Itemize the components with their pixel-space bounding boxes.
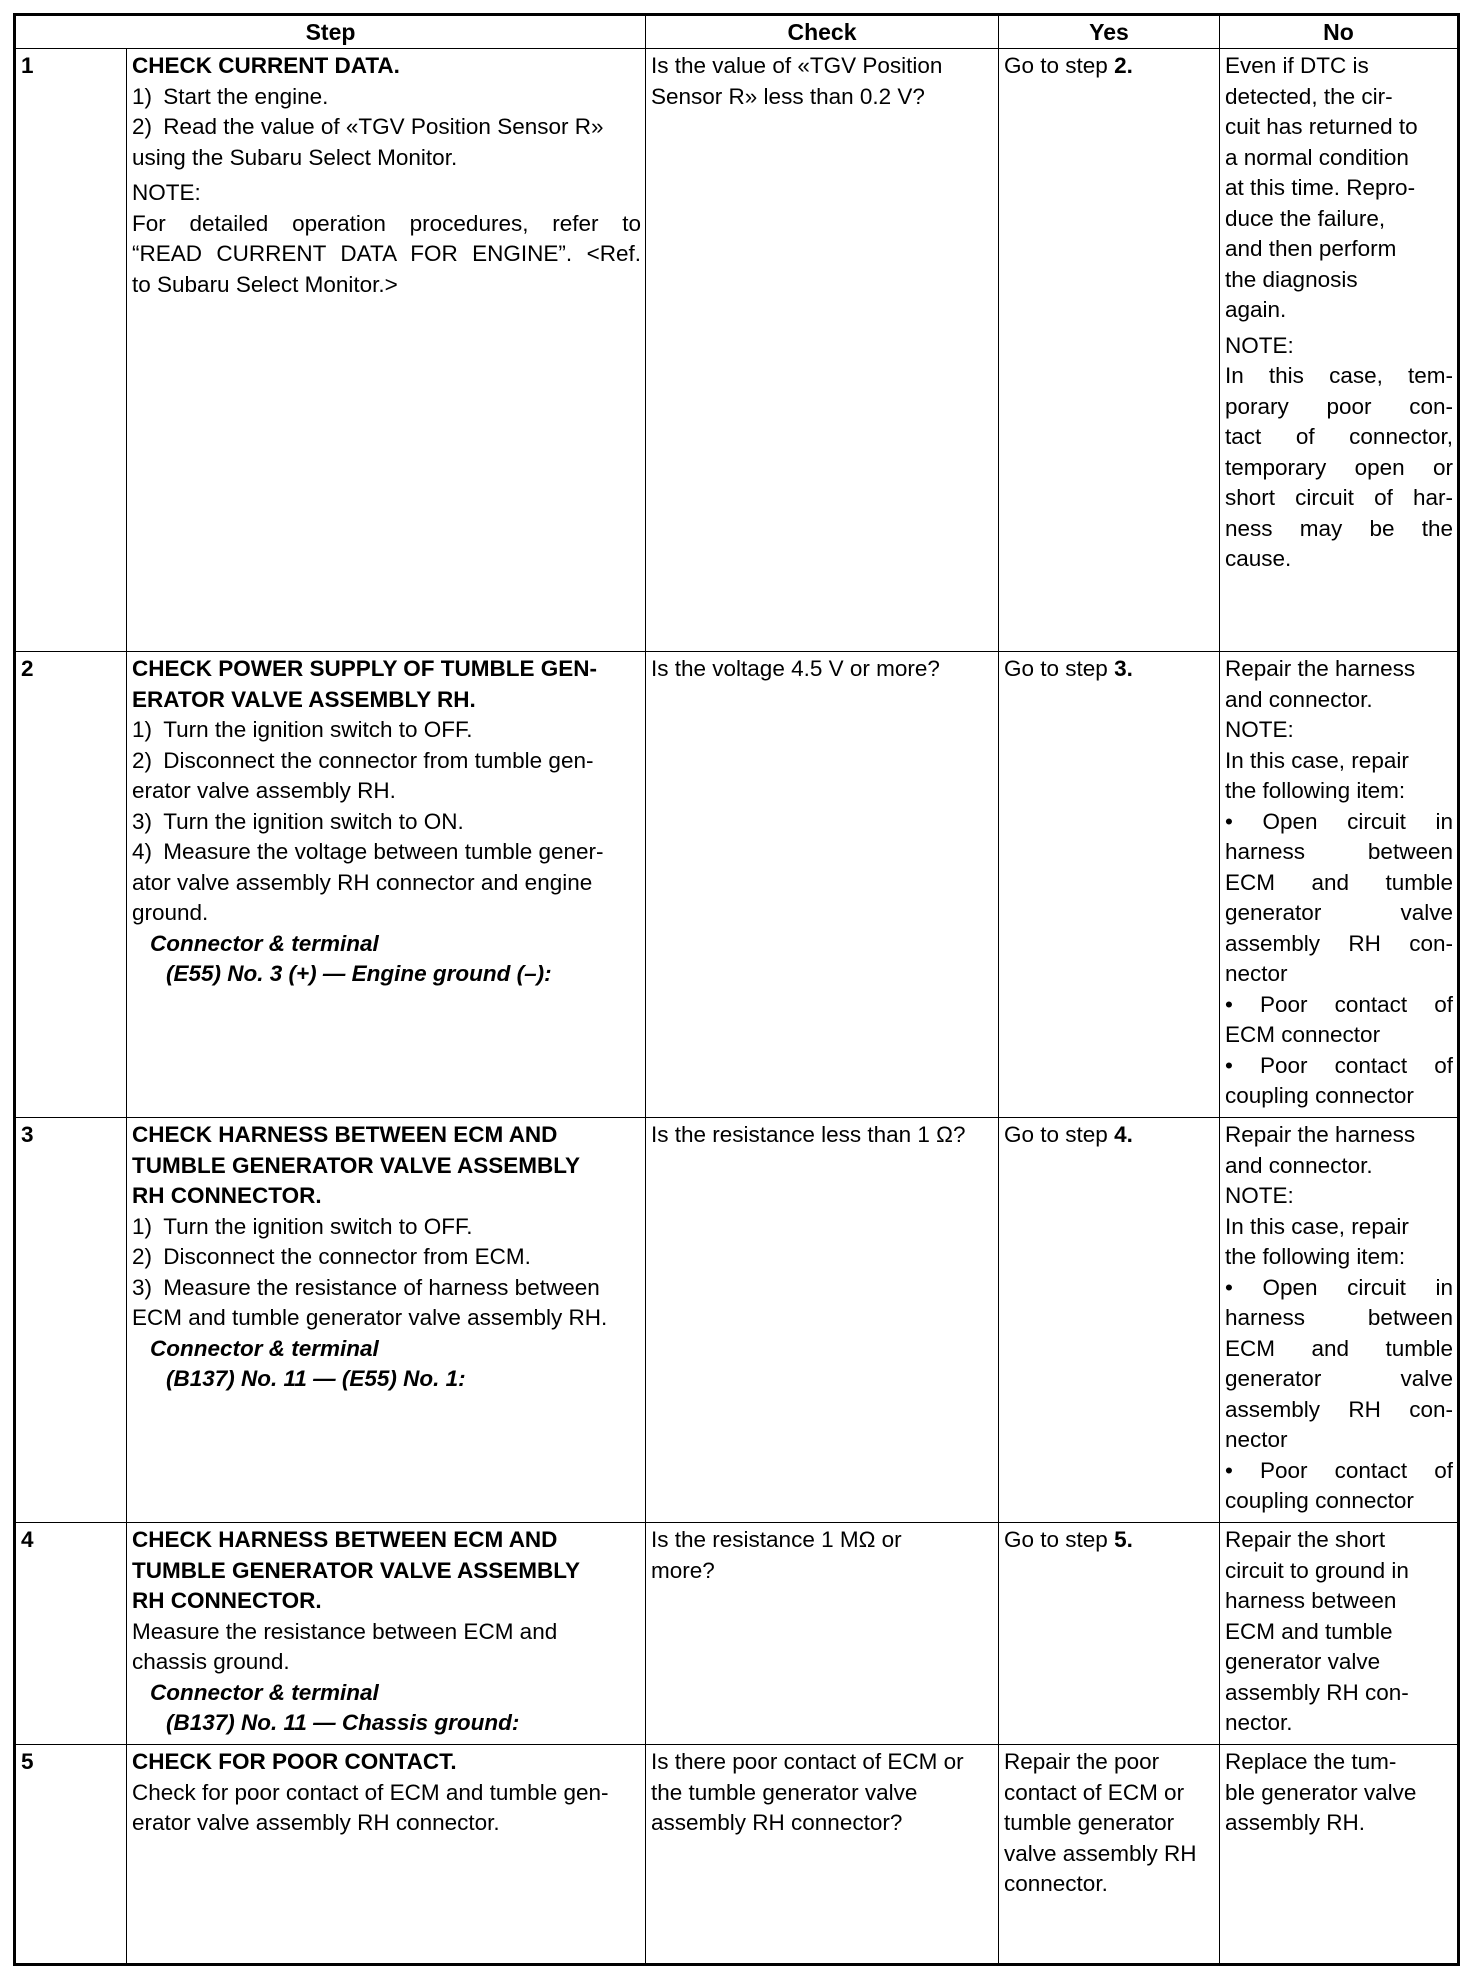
yes-cell bbox=[999, 49, 1220, 652]
goto-step: 5. bbox=[1114, 1527, 1133, 1552]
connector-label: Connector & terminal bbox=[150, 1335, 379, 1361]
no-line: again. bbox=[1225, 297, 1287, 322]
yes-line: valve assembly RH bbox=[1004, 1840, 1197, 1866]
step-title: CHECK CURRENT DATA. bbox=[132, 53, 400, 78]
note-line: generator valve bbox=[1225, 1366, 1453, 1391]
no-line: and connector. bbox=[1225, 686, 1373, 712]
no-line: ble generator valve bbox=[1225, 1779, 1417, 1805]
note-line: porary poor con- bbox=[1225, 393, 1453, 419]
table-row bbox=[15, 49, 1459, 652]
no-cell bbox=[1220, 1745, 1459, 1965]
step-number: 3 bbox=[15, 1118, 127, 1523]
note-line: • Poor contact of bbox=[1225, 991, 1453, 1017]
no-line: and then perform bbox=[1225, 236, 1397, 261]
table-row bbox=[15, 1745, 1459, 1965]
note-line: assembly RH con- bbox=[1225, 1396, 1453, 1422]
check-line: the tumble generator valve bbox=[651, 1779, 918, 1805]
check-cell bbox=[646, 652, 999, 1118]
check-line: Is the resistance 1 MΩ or bbox=[651, 1527, 902, 1552]
step-title: RH CONNECTOR. bbox=[132, 1588, 322, 1613]
note-line: For detailed operation procedures, refer to bbox=[132, 210, 641, 236]
yes-line: contact of ECM or bbox=[1004, 1779, 1185, 1805]
no-line: ECM and tumble bbox=[1225, 1618, 1393, 1644]
step-cell bbox=[127, 1523, 646, 1745]
step-line: 3) Measure the resistance of harness between bbox=[132, 1274, 600, 1300]
check-line: more? bbox=[651, 1557, 715, 1583]
goto-prefix: Go to step bbox=[1004, 1122, 1115, 1147]
step-line: 1) Turn the ignition switch to OFF. bbox=[132, 1213, 473, 1239]
note-line: assembly RH con- bbox=[1225, 930, 1453, 956]
check-line: Sensor R» less than 0.2 V? bbox=[651, 83, 925, 109]
goto-step: 4. bbox=[1114, 1122, 1133, 1147]
step-number: 1 bbox=[15, 49, 127, 652]
step-line: ECM and tumble generator valve assembly RH. bbox=[132, 1305, 608, 1330]
goto-step: 2. bbox=[1114, 53, 1133, 78]
no-line: duce the failure, bbox=[1225, 205, 1386, 231]
table-row bbox=[15, 1118, 1459, 1523]
no-line: assembly RH con- bbox=[1225, 1679, 1409, 1705]
step-title: CHECK HARNESS BETWEEN ECM AND bbox=[132, 1122, 558, 1147]
step-number: 4 bbox=[15, 1523, 127, 1745]
step-line: Check for poor contact of ECM and tumble gen- bbox=[132, 1779, 609, 1805]
step-line: ground. bbox=[132, 900, 209, 925]
goto-prefix: Go to step bbox=[1004, 1527, 1115, 1552]
step-line: chassis ground. bbox=[132, 1649, 290, 1674]
note-line: ECM and tumble bbox=[1225, 869, 1453, 895]
check-cell bbox=[646, 1745, 999, 1965]
step-line: 2) Disconnect the connector from tumble gen- bbox=[132, 747, 594, 773]
no-line: circuit to ground in bbox=[1225, 1557, 1409, 1583]
no-line: detected, the cir- bbox=[1225, 83, 1393, 109]
yes-cell bbox=[999, 1523, 1220, 1745]
check-cell bbox=[646, 49, 999, 652]
connector-spec: (B137) No. 11 — (E55) No. 1: bbox=[166, 1366, 466, 1391]
yes-cell bbox=[999, 1745, 1220, 1965]
step-title: TUMBLE GENERATOR VALVE ASSEMBLY bbox=[132, 1152, 580, 1178]
note-line: In this case, repair bbox=[1225, 1213, 1409, 1239]
no-line: Replace the tum- bbox=[1225, 1749, 1397, 1774]
note-line: • Poor contact of bbox=[1225, 1457, 1453, 1483]
check-cell bbox=[646, 1118, 999, 1523]
check-line: Is the voltage 4.5 V or more? bbox=[651, 656, 940, 681]
step-number: 2 bbox=[15, 652, 127, 1118]
note-label: NOTE: bbox=[1225, 717, 1294, 742]
connector-label: Connector & terminal bbox=[150, 1679, 379, 1705]
check-line: Is the value of «TGV Position bbox=[651, 53, 943, 78]
step-line: using the Subaru Select Monitor. bbox=[132, 144, 458, 170]
step-line: 1) Start the engine. bbox=[132, 83, 329, 109]
header-no: No bbox=[1220, 15, 1459, 49]
no-line: at this time. Repro- bbox=[1225, 175, 1416, 200]
no-line: the diagnosis bbox=[1225, 266, 1358, 292]
no-line: cuit has returned to bbox=[1225, 114, 1418, 139]
note-line: to Subaru Select Monitor.> bbox=[132, 271, 398, 297]
note-line: the following item: bbox=[1225, 1244, 1406, 1269]
step-line: 1) Turn the ignition switch to OFF. bbox=[132, 717, 473, 742]
yes-line: tumble generator bbox=[1004, 1810, 1175, 1835]
step-title: ERATOR VALVE ASSEMBLY RH. bbox=[132, 686, 476, 712]
step-cell bbox=[127, 652, 646, 1118]
header-step: Step bbox=[15, 15, 646, 49]
note-line: harness between bbox=[1225, 1305, 1453, 1330]
step-line: 4) Measure the voltage between tumble gener- bbox=[132, 839, 604, 864]
no-cell bbox=[1220, 49, 1459, 652]
note-line: • Open circuit in bbox=[1225, 808, 1453, 834]
step-title: RH CONNECTOR. bbox=[132, 1183, 322, 1208]
yes-line: connector. bbox=[1004, 1871, 1108, 1896]
yes-cell bbox=[999, 652, 1220, 1118]
check-cell bbox=[646, 1523, 999, 1745]
connector-spec: (B137) No. 11 — Chassis ground: bbox=[166, 1710, 520, 1735]
note-line: nector bbox=[1225, 961, 1288, 986]
note-label: NOTE: bbox=[132, 180, 201, 205]
step-line: 2) Read the value of «TGV Position Sensor R» bbox=[132, 114, 604, 139]
header-yes: Yes bbox=[999, 15, 1220, 49]
step-cell bbox=[127, 49, 646, 652]
no-line: and connector. bbox=[1225, 1152, 1373, 1178]
no-line: harness between bbox=[1225, 1588, 1397, 1613]
note-line: short circuit of har- bbox=[1225, 485, 1453, 510]
check-line: Is there poor contact of ECM or bbox=[651, 1749, 964, 1774]
note-line: tact of connector, bbox=[1225, 424, 1453, 449]
goto-step: 3. bbox=[1114, 656, 1133, 681]
note-line: ECM connector bbox=[1225, 1022, 1381, 1047]
step-title: CHECK FOR POOR CONTACT. bbox=[132, 1749, 457, 1774]
connector-label: Connector & terminal bbox=[150, 930, 379, 956]
step-cell bbox=[127, 1118, 646, 1523]
no-line: Even if DTC is bbox=[1225, 53, 1369, 78]
step-number: 5 bbox=[15, 1745, 127, 1965]
note-label: NOTE: bbox=[1225, 1183, 1294, 1208]
no-line: generator valve bbox=[1225, 1649, 1381, 1674]
connector-spec: (E55) No. 3 (+) — Engine ground (–): bbox=[166, 961, 552, 986]
note-label: NOTE: bbox=[1225, 332, 1294, 358]
no-line: Repair the harness bbox=[1225, 656, 1416, 681]
no-line: a normal condition bbox=[1225, 144, 1409, 170]
note-line: harness between bbox=[1225, 839, 1453, 864]
note-line: In this case, repair bbox=[1225, 747, 1409, 773]
table-row bbox=[15, 1523, 1459, 1745]
note-line: coupling connector bbox=[1225, 1488, 1414, 1513]
step-line: 2) Disconnect the connector from ECM. bbox=[132, 1244, 531, 1269]
note-line: ness may be the bbox=[1225, 515, 1453, 541]
no-line: nector. bbox=[1225, 1710, 1293, 1735]
note-line: nector bbox=[1225, 1427, 1288, 1452]
step-line: 3) Turn the ignition switch to ON. bbox=[132, 808, 464, 834]
note-line: ECM and tumble bbox=[1225, 1335, 1453, 1361]
note-line: • Poor contact of bbox=[1225, 1052, 1453, 1078]
step-cell bbox=[127, 1745, 646, 1965]
step-line: erator valve assembly RH. bbox=[132, 778, 396, 803]
note-line: coupling connector bbox=[1225, 1083, 1414, 1108]
note-line: the following item: bbox=[1225, 778, 1406, 803]
no-cell bbox=[1220, 1118, 1459, 1523]
note-line: temporary open or bbox=[1225, 454, 1453, 480]
no-line: Repair the short bbox=[1225, 1527, 1386, 1552]
table-row bbox=[15, 652, 1459, 1118]
goto-prefix: Go to step bbox=[1004, 656, 1115, 681]
header-check: Check bbox=[646, 15, 999, 49]
check-line: assembly RH connector? bbox=[651, 1810, 903, 1835]
note-line: “READ CURRENT DATA FOR ENGINE”. <Ref. bbox=[132, 241, 641, 266]
step-line: Measure the resistance between ECM and bbox=[132, 1618, 558, 1644]
note-line: • Open circuit in bbox=[1225, 1274, 1453, 1300]
step-title: TUMBLE GENERATOR VALVE ASSEMBLY bbox=[132, 1557, 580, 1583]
no-line: assembly RH. bbox=[1225, 1810, 1366, 1835]
step-title: CHECK POWER SUPPLY OF TUMBLE GEN- bbox=[132, 656, 598, 681]
step-title: CHECK HARNESS BETWEEN ECM AND bbox=[132, 1527, 558, 1552]
yes-cell bbox=[999, 1118, 1220, 1523]
check-line: Is the resistance less than 1 Ω? bbox=[651, 1122, 966, 1147]
note-line: generator valve bbox=[1225, 900, 1453, 925]
no-cell bbox=[1220, 652, 1459, 1118]
goto-prefix: Go to step bbox=[1004, 53, 1115, 78]
note-line: In this case, tem- bbox=[1225, 363, 1453, 388]
step-line: ator valve assembly RH connector and engine bbox=[132, 869, 593, 895]
yes-line: Repair the poor bbox=[1004, 1749, 1160, 1774]
no-line: Repair the harness bbox=[1225, 1122, 1416, 1147]
header-row bbox=[15, 15, 1459, 49]
note-line: cause. bbox=[1225, 546, 1292, 571]
step-line: erator valve assembly RH connector. bbox=[132, 1810, 500, 1835]
diagnosis-table bbox=[13, 13, 1460, 1966]
no-cell bbox=[1220, 1523, 1459, 1745]
